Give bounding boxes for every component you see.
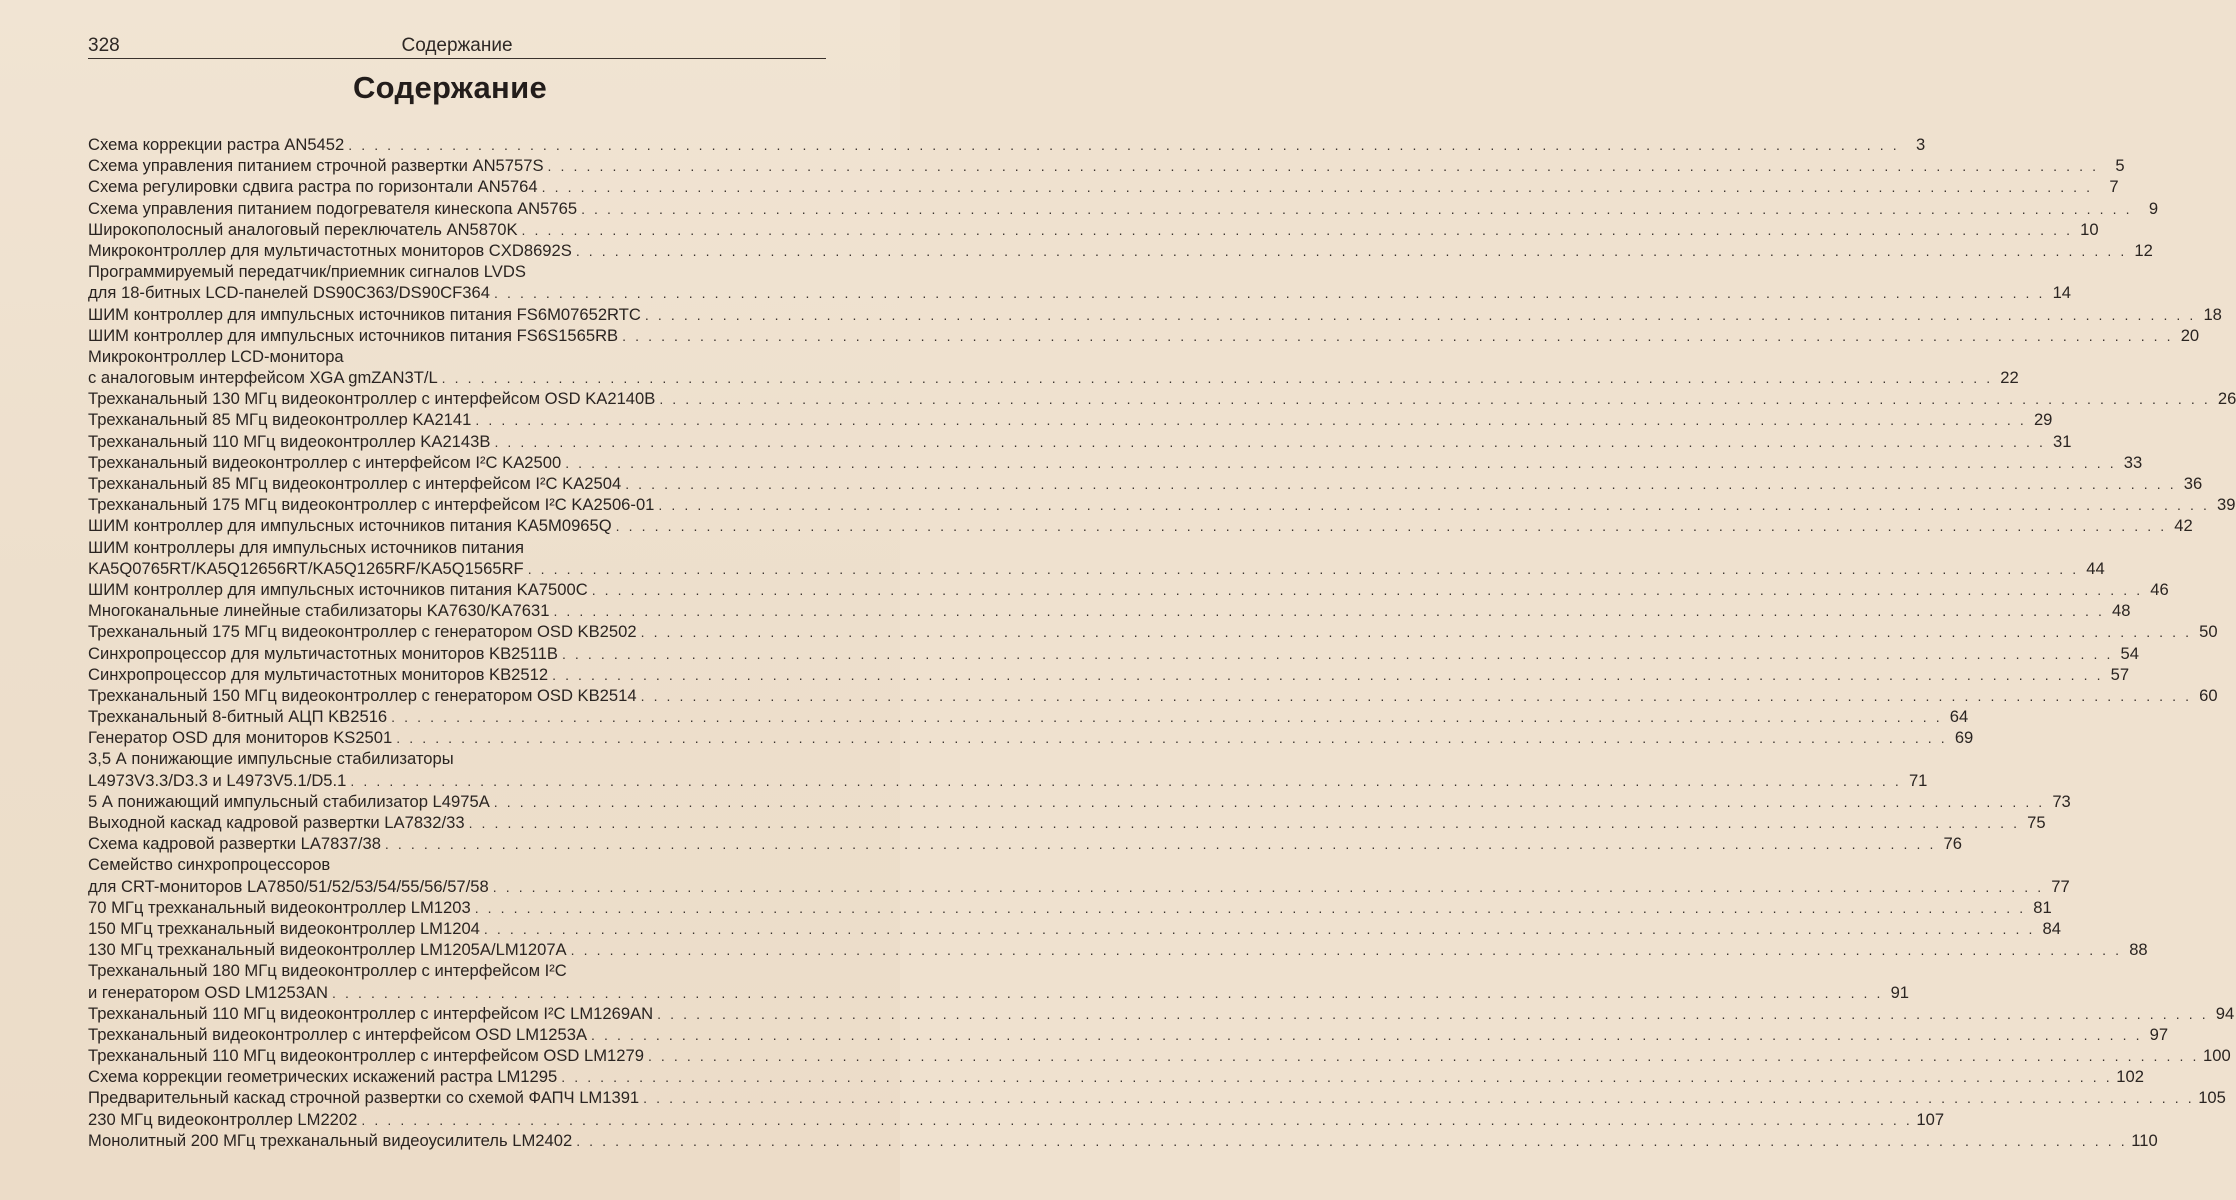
toc-entry-title: L4973V3.3/D3.3 и L4973V5.1/D5.1: [88, 770, 347, 790]
toc-entry-row: [88, 325, 2200, 346]
toc-entry-title: Предварительный каскад строчной развертки со схемой ФАПЧ LM1391: [88, 1088, 640, 1108]
toc-page-number: 44: [2086, 558, 2105, 578]
dot-leader: . . . . . . . . . . . . . . . . . . . . . . . . . . . . . . . . . . . . . . . . . . . . . . . . . . . . . . . . . . . . . . . . . . . . . . . . . . . . . . . . . . . . . . . . . . . . . . . . . . . . . . . . . . . . . . . . . . . . . . . .: [541, 179, 2093, 196]
toc-entry-title-line: [88, 854, 822, 875]
toc-page-number: 9: [2148, 198, 2159, 218]
toc-entry: [88, 685, 2218, 706]
table-of-contents: [88, 134, 2236, 1151]
toc-entry: [88, 388, 2236, 409]
toc-entry: [88, 176, 2119, 197]
toc-entry-title: ШИМ контроллер для импульсных источников питания FS6S1565RB: [88, 325, 619, 345]
toc-entry-title: Трехканальный 85 МГц видеоконтроллер KA2141: [88, 410, 472, 430]
dot-leader: . . . . . . . . . . . . . . . . . . . . . . . . . . . . . . . . . . . . . . . . . . . . . . . . . . . . . . . . . . . . . . . . . . . . . . . . . . . . . . . . . . . . . . . . . . . . . . . . . . . . . . . . . . . . . . . . . . . . . . . .: [622, 327, 2174, 344]
toc-page-number: 54: [2120, 643, 2139, 663]
dot-leader: . . . . . . . . . . . . . . . . . . . . . . . . . . . . . . . . . . . . . . . . . . . . . . . . . . . . . . . . . . . . . . . . . . . . . . . . . . . . . . . . . . . . . . . . . . . . . . . . . . . . . . . . . . . . . . . . . . . . . . . .: [483, 920, 2035, 937]
toc-entry-title: Семейство синхропроцессоров: [88, 855, 331, 875]
toc-entry-row: [88, 240, 2153, 261]
toc-entry-title: Схема управления питанием подогревателя кинескопа AN5765: [88, 198, 578, 218]
toc-entry: [88, 918, 2061, 939]
toc-page-number: 84: [2042, 918, 2061, 938]
toc-entry-row: [88, 1045, 2231, 1066]
toc-page-number: 36: [2183, 474, 2203, 493]
toc-entry-title: ШИМ контроллер для импульсных источников питания KA7500C: [88, 579, 588, 599]
toc-entry: [88, 452, 2143, 473]
toc-entry-title: Трехканальный 175 МГц видеоконтроллер с интерфейсом I²C KA2506-01: [88, 495, 655, 515]
dot-leader: . . . . . . . . . . . . . . . . . . . . . . . . . . . . . . . . . . . . . . . . . . . . . . . . . . . . . . . . . . . . . . . . . . . . . . . . . . . . . . . . . . . . . . . . . . . . . . . . . . . . . . . . . . . . . . . . . . . . . . . .: [552, 666, 2104, 683]
toc-page-number: 69: [1954, 728, 1974, 748]
toc-entry-title: ШИМ контроллеры для импульсных источников питания: [88, 537, 524, 557]
toc-page-number: 100: [2202, 1046, 2231, 1066]
toc-entry-title: Синхропроцессор для мультичастотных мониторов KB2512: [88, 664, 549, 684]
toc-entry-row: [88, 982, 1910, 1003]
dot-leader: . . . . . . . . . . . . . . . . . . . . . . . . . . . . . . . . . . . . . . . . . . . . . . . . . . . . . . . . . . . . . . . . . . . . . . . . . . . . . . . . . . . . . . . . . . . . . . . . . . . . . . . . . . . . . . . . . . . . . . . .: [658, 497, 2210, 514]
toc-entry-row: [88, 494, 2236, 515]
toc-page-number: 50: [2199, 622, 2218, 642]
toc-page-number: 75: [2027, 813, 2046, 832]
toc-page-number: 77: [2051, 876, 2070, 896]
toc-entry-row: [88, 833, 1962, 854]
toc-page-number: 18: [2203, 304, 2222, 324]
toc-page-number: 5: [2115, 156, 2125, 176]
toc-page-number: 97: [2149, 1024, 2169, 1044]
toc-entry-title: Широкополосный аналоговый переключатель AN5870K: [88, 219, 518, 239]
toc-entry-title: с аналоговым интерфейсом XGA gmZAN3T/L: [88, 368, 438, 388]
toc-entry-title: Выходной каскад кадровой развертки LA7832/33: [88, 813, 465, 832]
toc-entry-row: [88, 812, 2046, 833]
toc-entry-title: для CRT-мониторов LA7850/51/52/53/54/55/56/57/58: [88, 876, 489, 896]
dot-leader: . . . . . . . . . . . . . . . . . . . . . . . . . . . . . . . . . . . . . . . . . . . . . . . . . . . . . . . . . . . . . . . . . . . . . . . . . . . . . . . . . . . . . . . . . . . . . . . . . . . . . . . . . . . . . . . . . . . . . . . .: [391, 709, 1943, 726]
toc-entry-title: ШИМ контроллер для импульсных источников питания FS6M07652RTC: [88, 304, 641, 324]
dot-leader: . . . . . . . . . . . . . . . . . . . . . . . . . . . . . . . . . . . . . . . . . . . . . . . . . . . . . . . . . . . . . . . . . . . . . . . . . . . . . . . . . . . . . . . . . . . . . . . . . . . . . . . . . . . . . . . . . . . . . . . .: [527, 560, 2079, 577]
toc-entry: [88, 261, 2072, 303]
toc-page-number: 102: [2116, 1067, 2144, 1087]
toc-entry-title: Трехканальный 150 МГц видеоконтроллер с генератором OSD KB2514: [88, 685, 637, 705]
toc-entry: [88, 621, 2218, 642]
dot-leader: . . . . . . . . . . . . . . . . . . . . . . . . . . . . . . . . . . . . . . . . . . . . . . . . . . . . . . . . . . . . . . . . . . . . . . . . . . . . . . . . . . . . . . . . . . . . . . . . . . . . . . . . . . . . . . . . . . . . . . . .: [332, 984, 1884, 1001]
toc-entry-title: Трехканальный видеоконтроллер с интерфейсом I²C KA2500: [88, 452, 562, 472]
toc-entry: [88, 833, 1962, 854]
toc-entry-title: Трехканальный видеоконтроллер с интерфейсом OSD LM1253A: [88, 1024, 588, 1044]
dot-leader: . . . . . . . . . . . . . . . . . . . . . . . . . . . . . . . . . . . . . . . . . . . . . . . . . . . . . . . . . . . . . . . . . . . . . . . . . . . . . . . . . . . . . . . . . . . . . . . . . . . . . . . . . . . . . . . . . . . . . . . .: [659, 391, 2211, 408]
toc-page-number: 39: [2216, 495, 2236, 515]
toc-page-number: 107: [1916, 1109, 1945, 1129]
toc-entry: [88, 431, 2072, 452]
toc-entry-title: Схема регулировки сдвига растра по горизонтали AN5764: [88, 177, 538, 197]
dot-leader: . . . . . . . . . . . . . . . . . . . . . . . . . . . . . . . . . . . . . . . . . . . . . . . . . . . . . . . . . . . . . . . . . . . . . . . . . . . . . . . . . . . . . . . . . . . . . . . . . . . . . . . . . . . . . . . . . . . . . . . .: [521, 221, 2073, 238]
toc-entry-row: [88, 1066, 2144, 1087]
toc-entry-title-line: [88, 261, 822, 282]
toc-page-number: 76: [1943, 834, 1962, 854]
dot-leader: . . . . . . . . . . . . . . . . . . . . . . . . . . . . . . . . . . . . . . . . . . . . . . . . . . . . . . . . . . . . . . . . . . . . . . . . . . . . . . . . . . . . . . . . . . . . . . . . . . . . . . . . . . . . . . . . . . . . . . . .: [640, 624, 2192, 641]
toc-page-number: 26: [2217, 389, 2236, 409]
toc-page-number: 94: [2215, 1003, 2235, 1023]
toc-entry-row: [88, 918, 2061, 939]
dot-leader: . . . . . . . . . . . . . . . . . . . . . . . . . . . . . . . . . . . . . . . . . . . . . . . . . . . . . . . . . . . . . . . . . . . . . . . . . . . . . . . . . . . . . . . . . . . . . . . . . . . . . . . . . . . . . . . . . . . . . . . .: [350, 772, 1902, 789]
toc-entry-row: [88, 664, 2130, 685]
dot-leader: . . . . . . . . . . . . . . . . . . . . . . . . . . . . . . . . . . . . . . . . . . . . . . . . . . . . . . . . . . . . . . . . . . . . . . . . . . . . . . . . . . . . . . . . . . . . . . . . . . . . . . . . . . . . . . . . . . . . . . . .: [565, 454, 2117, 471]
page-title: Содержание: [353, 70, 547, 105]
dot-leader: . . . . . . . . . . . . . . . . . . . . . . . . . . . . . . . . . . . . . . . . . . . . . . . . . . . . . . . . . . . . . . . . . . . . . . . . . . . . . . . . . . . . . . . . . . . . . . . . . . . . . . . . . . . . . . . . . . . . . . . .: [396, 730, 1948, 747]
toc-entry-row: [88, 452, 2143, 473]
toc-entry-row: [88, 1130, 2158, 1151]
toc-entry-title: Трехканальный 180 МГц видеоконтроллер с интерфейсом I²C: [88, 961, 567, 981]
toc-page-number: 60: [2199, 685, 2218, 705]
dot-leader: . . . . . . . . . . . . . . . . . . . . . . . . . . . . . . . . . . . . . . . . . . . . . . . . . . . . . . . . . . . . . . . . . . . . . . . . . . . . . . . . . . . . . . . . . . . . . . . . . . . . . . . . . . . . . . . . . . . . . . . .: [591, 1026, 2143, 1043]
toc-entry: [88, 1130, 2158, 1151]
dot-leader: . . . . . . . . . . . . . . . . . . . . . . . . . . . . . . . . . . . . . . . . . . . . . . . . . . . . . . . . . . . . . . . . . . . . . . . . . . . . . . . . . . . . . . . . . . . . . . . . . . . . . . . . . . . . . . . . . . . . . . . .: [644, 306, 2196, 323]
toc-entry: [88, 1003, 2235, 1024]
dot-leader: . . . . . . . . . . . . . . . . . . . . . . . . . . . . . . . . . . . . . . . . . . . . . . . . . . . . . . . . . . . . . . . . . . . . . . . . . . . . . . . . . . . . . . . . . . . . . . . . . . . . . . . . . . . . . . . . . . . . . . . .: [493, 793, 2045, 810]
toc-entry-row: [88, 198, 2159, 219]
dot-leader: . . . . . . . . . . . . . . . . . . . . . . . . . . . . . . . . . . . . . . . . . . . . . . . . . . . . . . . . . . . . . . . . . . . . . . . . . . . . . . . . . . . . . . . . . . . . . . . . . . . . . . . . . . . . . . . . . . . . . . . .: [581, 200, 2133, 217]
toc-entry-title-line: [88, 748, 822, 769]
toc-entry-title: Микроконтроллер для мультичастотных мониторов CXD8692S: [88, 240, 572, 260]
toc-entry: [88, 409, 2053, 430]
toc-entry: [88, 727, 1974, 748]
toc-entry-title: ШИМ контроллер для импульсных источников питания KA5M0965Q: [88, 516, 612, 536]
toc-entry-title: для 18-битных LCD-панелей DS90C363/DS90CF364: [88, 283, 490, 303]
running-header: [88, 34, 826, 59]
toc-entry-title: Синхропроцессор для мультичастотных мониторов KB2511B: [88, 643, 558, 663]
toc-page-number: 33: [2123, 452, 2143, 472]
toc-entry-title: Схема кадровой развертки LA7837/38: [88, 834, 381, 854]
toc-page-number: 48: [2112, 601, 2131, 621]
toc-entry: [88, 706, 1969, 727]
dot-leader: . . . . . . . . . . . . . . . . . . . . . . . . . . . . . . . . . . . . . . . . . . . . . . . . . . . . . . . . . . . . . . . . . . . . . . . . . . . . . . . . . . . . . . . . . . . . . . . . . . . . . . . . . . . . . . . . . . . . . . . .: [553, 603, 2105, 620]
toc-entry-title: Трехканальный 85 МГц видеоконтроллер с интерфейсом I²C KA2504: [88, 474, 622, 493]
toc-entry-title: 70 МГц трехканальный видеоконтроллер LM1203: [88, 897, 471, 917]
toc-entry-title: 150 МГц трехканальный видеоконтроллер LM1204: [88, 918, 480, 938]
toc-entry: [88, 198, 2159, 219]
toc-entry: [88, 240, 2153, 261]
toc-page-number: 110: [2131, 1130, 2158, 1150]
toc-page-number: 20: [2180, 325, 2200, 345]
toc-entry-title-line: [88, 960, 822, 981]
toc-entry: [88, 812, 2046, 833]
toc-entry-title: 230 МГц видеоконтроллер LM2202: [88, 1109, 358, 1129]
toc-entry-row: [88, 515, 2193, 536]
toc-page-number: 46: [2150, 579, 2169, 599]
dot-leader: . . . . . . . . . . . . . . . . . . . . . . . . . . . . . . . . . . . . . . . . . . . . . . . . . . . . . . . . . . . . . . . . . . . . . . . . . . . . . . . . . . . . . . . . . . . . . . . . . . . . . . . . . . . . . . . . . . . . . . . .: [494, 285, 2046, 302]
toc-entry-title: Схема коррекции растра AN5452: [88, 135, 345, 154]
toc-page-number: 81: [2033, 897, 2052, 917]
toc-entry-row: [88, 473, 2203, 494]
dot-leader: . . . . . . . . . . . . . . . . . . . . . . . . . . . . . . . . . . . . . . . . . . . . . . . . . . . . . . . . . . . . . . . . . . . . . . . . . . . . . . . . . . . . . . . . . . . . . . . . . . . . . . . . . . . . . . . . . . . . . . . .: [348, 137, 1900, 153]
toc-page-number: 31: [2053, 431, 2072, 451]
toc-entry: [88, 473, 2203, 494]
toc-entry: [88, 939, 2148, 960]
toc-entry-title: Многоканальные линейные стабилизаторы KA7630/KA7631: [88, 601, 550, 621]
toc-entry-row: [88, 155, 2125, 176]
dot-leader: . . . . . . . . . . . . . . . . . . . . . . . . . . . . . . . . . . . . . . . . . . . . . . . . . . . . . . . . . . . . . . . . . . . . . . . . . . . . . . . . . . . . . . . . . . . . . . . . . . . . . . . . . . . . . . . . . . . . . . . .: [492, 878, 2044, 895]
toc-entry-row: [88, 1109, 1945, 1130]
toc-entry-row: [88, 1087, 2226, 1108]
toc-entry-row: [88, 621, 2218, 642]
toc-entry: [88, 1109, 1945, 1130]
toc-entry-row: [88, 706, 1969, 727]
toc-page-number: 14: [2052, 283, 2072, 303]
toc-entry-title: Схема коррекции геометрических искажений растра LM1295: [88, 1067, 558, 1087]
dot-leader: . . . . . . . . . . . . . . . . . . . . . . . . . . . . . . . . . . . . . . . . . . . . . . . . . . . . . . . . . . . . . . . . . . . . . . . . . . . . . . . . . . . . . . . . . . . . . . . . . . . . . . . . . . . . . . . . . . . . . . . .: [647, 1048, 2199, 1065]
toc-entry-row: [88, 431, 2072, 452]
dot-leader: . . . . . . . . . . . . . . . . . . . . . . . . . . . . . . . . . . . . . . . . . . . . . . . . . . . . . . . . . . . . . . . . . . . . . . . . . . . . . . . . . . . . . . . . . . . . . . . . . . . . . . . . . . . . . . . . . . . . . . . .: [384, 836, 1936, 853]
dot-leader: . . . . . . . . . . . . . . . . . . . . . . . . . . . . . . . . . . . . . . . . . . . . . . . . . . . . . . . . . . . . . . . . . . . . . . . . . . . . . . . . . . . . . . . . . . . . . . . . . . . . . . . . . . . . . . . . . . . . . . . .: [468, 815, 2020, 831]
toc-entry-title: Микроконтроллер LCD-монитора: [88, 346, 344, 366]
toc-entry-row: [88, 409, 2053, 430]
toc-entry-title: Трехканальный 110 МГц видеоконтроллер KA2143B: [88, 431, 491, 451]
toc-page-number: 3: [1916, 135, 1926, 154]
dot-leader: . . . . . . . . . . . . . . . . . . . . . . . . . . . . . . . . . . . . . . . . . . . . . . . . . . . . . . . . . . . . . . . . . . . . . . . . . . . . . . . . . . . . . . . . . . . . . . . . . . . . . . . . . . . . . . . . . . . . . . . .: [361, 1111, 1913, 1128]
toc-entry-title: Программируемый передатчик/приемник сигналов LVDS: [88, 262, 526, 282]
toc-entry: [88, 600, 2131, 621]
running-title: Содержание: [401, 35, 513, 56]
toc-entry: [88, 134, 1926, 155]
toc-entry-row: [88, 600, 2131, 621]
toc-entry: [88, 1087, 2226, 1108]
dot-leader: . . . . . . . . . . . . . . . . . . . . . . . . . . . . . . . . . . . . . . . . . . . . . . . . . . . . . . . . . . . . . . . . . . . . . . . . . . . . . . . . . . . . . . . . . . . . . . . . . . . . . . . . . . . . . . . . . . . . . . . .: [547, 158, 2099, 175]
toc-entry: [88, 155, 2125, 176]
toc-entry: [88, 854, 2070, 896]
toc-entry-row: [88, 643, 2139, 664]
toc-entry-row: [88, 770, 1928, 791]
dot-leader: . . . . . . . . . . . . . . . . . . . . . . . . . . . . . . . . . . . . . . . . . . . . . . . . . . . . . . . . . . . . . . . . . . . . . . . . . . . . . . . . . . . . . . . . . . . . . . . . . . . . . . . . . . . . . . . . . . . . . . . .: [625, 476, 2177, 492]
toc-entry: [88, 219, 2099, 240]
toc-entry-row: [88, 1024, 2169, 1045]
toc-entry-row: [88, 219, 2099, 240]
toc-entry-row: [88, 897, 2052, 918]
dot-leader: . . . . . . . . . . . . . . . . . . . . . . . . . . . . . . . . . . . . . . . . . . . . . . . . . . . . . . . . . . . . . . . . . . . . . . . . . . . . . . . . . . . . . . . . . . . . . . . . . . . . . . . . . . . . . . . . . . . . . . . .: [615, 518, 2167, 535]
dot-leader: . . . . . . . . . . . . . . . . . . . . . . . . . . . . . . . . . . . . . . . . . . . . . . . . . . . . . . . . . . . . . . . . . . . . . . . . . . . . . . . . . . . . . . . . . . . . . . . . . . . . . . . . . . . . . . . . . . . . . . . .: [474, 899, 2026, 916]
toc-entry-row: [88, 939, 2148, 960]
toc-entry-title: Трехканальный 8-битный АЦП KB2516: [88, 707, 388, 727]
toc-entry: [88, 664, 2130, 685]
toc-entry: [88, 748, 1928, 790]
dot-leader: . . . . . . . . . . . . . . . . . . . . . . . . . . . . . . . . . . . . . . . . . . . . . . . . . . . . . . . . . . . . . . . . . . . . . . . . . . . . . . . . . . . . . . . . . . . . . . . . . . . . . . . . . . . . . . . . . . . . . . . .: [494, 433, 2046, 450]
toc-entry: [88, 897, 2052, 918]
toc-entry-title: 130 МГц трехканальный видеоконтроллер LM1205A/LM1207A: [88, 940, 567, 960]
toc-page-number: 73: [2052, 791, 2071, 811]
toc-page-number: 88: [2129, 940, 2148, 960]
dot-leader: . . . . . . . . . . . . . . . . . . . . . . . . . . . . . . . . . . . . . . . . . . . . . . . . . . . . . . . . . . . . . . . . . . . . . . . . . . . . . . . . . . . . . . . . . . . . . . . . . . . . . . . . . . . . . . . . . . . . . . . .: [441, 370, 1993, 387]
toc-entry-title: 5 А понижающий импульсный стабилизатор L4975A: [88, 791, 490, 811]
toc-entry-title-line: [88, 346, 822, 367]
toc-entry-row: [88, 685, 2218, 706]
dot-leader: . . . . . . . . . . . . . . . . . . . . . . . . . . . . . . . . . . . . . . . . . . . . . . . . . . . . . . . . . . . . . . . . . . . . . . . . . . . . . . . . . . . . . . . . . . . . . . . . . . . . . . . . . . . . . . . . . . . . . . . .: [657, 1005, 2209, 1022]
toc-entry-title: 3,5 А понижающие импульсные стабилизаторы: [88, 749, 454, 769]
toc-entry-row: [88, 1003, 2235, 1024]
dot-leader: . . . . . . . . . . . . . . . . . . . . . . . . . . . . . . . . . . . . . . . . . . . . . . . . . . . . . . . . . . . . . . . . . . . . . . . . . . . . . . . . . . . . . . . . . . . . . . . . . . . . . . . . . . . . . . . . . . . . . . . .: [570, 942, 2122, 959]
toc-entry: [88, 515, 2193, 536]
dot-leader: . . . . . . . . . . . . . . . . . . . . . . . . . . . . . . . . . . . . . . . . . . . . . . . . . . . . . . . . . . . . . . . . . . . . . . . . . . . . . . . . . . . . . . . . . . . . . . . . . . . . . . . . . . . . . . . . . . . . . . . .: [640, 687, 2192, 704]
toc-page-number: 42: [2174, 516, 2193, 536]
toc-entry-title-line: [88, 537, 822, 558]
dot-leader: . . . . . . . . . . . . . . . . . . . . . . . . . . . . . . . . . . . . . . . . . . . . . . . . . . . . . . . . . . . . . . . . . . . . . . . . . . . . . . . . . . . . . . . . . . . . . . . . . . . . . . . . . . . . . . . . . . . . . . . .: [575, 242, 2127, 259]
toc-entry-row: [88, 304, 2222, 325]
toc-page-number: 64: [1949, 707, 1969, 727]
dot-leader: . . . . . . . . . . . . . . . . . . . . . . . . . . . . . . . . . . . . . . . . . . . . . . . . . . . . . . . . . . . . . . . . . . . . . . . . . . . . . . . . . . . . . . . . . . . . . . . . . . . . . . . . . . . . . . . . . . . . . . . .: [561, 1069, 2113, 1086]
toc-page-number: 91: [1890, 982, 1910, 1002]
toc-entry: [88, 304, 2222, 325]
toc-entry-row: [88, 876, 2070, 897]
toc-entry: [88, 537, 2105, 579]
toc-entry: [88, 960, 1910, 1002]
toc-entry-row: [88, 558, 2105, 579]
toc-page-number: 22: [2000, 368, 2019, 388]
toc-page-number: 57: [2110, 664, 2130, 684]
toc-page-number: 71: [1908, 770, 1928, 790]
toc-page-number: 29: [2033, 410, 2053, 430]
toc-entry: [88, 579, 2169, 600]
toc-entry: [88, 325, 2200, 346]
toc-entry: [88, 346, 2019, 388]
toc-entry-title: Схема управления питанием строчной развертки AN5757S: [88, 156, 544, 176]
dot-leader: . . . . . . . . . . . . . . . . . . . . . . . . . . . . . . . . . . . . . . . . . . . . . . . . . . . . . . . . . . . . . . . . . . . . . . . . . . . . . . . . . . . . . . . . . . . . . . . . . . . . . . . . . . . . . . . . . . . . . . . .: [576, 1132, 2128, 1149]
toc-entry: [88, 1066, 2144, 1087]
toc-entry-row: [88, 367, 2019, 388]
toc-entry-row: [88, 727, 1974, 748]
toc-entry: [88, 1024, 2169, 1045]
toc-entry: [88, 791, 2071, 812]
toc-entry-row: [88, 791, 2071, 812]
toc-entry-row: [88, 579, 2169, 600]
toc-page-number: 10: [2080, 219, 2099, 239]
toc-page-number: 105: [2198, 1088, 2226, 1108]
page-number: 328: [88, 35, 120, 56]
toc-page-number: 12: [2134, 240, 2153, 260]
toc-entry-title: Трехканальный 110 МГц видеоконтроллер с интерфейсом I²C LM1269AN: [88, 1003, 654, 1023]
toc-entry-title: Трехканальный 130 МГц видеоконтроллер с интерфейсом OSD KA2140B: [88, 389, 656, 409]
toc-entry-title: и генератором OSD LM1253AN: [88, 982, 328, 1002]
toc-entry-title: Генератор OSD для мониторов KS2501: [88, 728, 393, 748]
toc-entry: [88, 1045, 2231, 1066]
toc-entry-title: Трехканальный 175 МГц видеоконтроллер с генератором OSD KB2502: [88, 622, 637, 642]
dot-leader: . . . . . . . . . . . . . . . . . . . . . . . . . . . . . . . . . . . . . . . . . . . . . . . . . . . . . . . . . . . . . . . . . . . . . . . . . . . . . . . . . . . . . . . . . . . . . . . . . . . . . . . . . . . . . . . . . . . . . . . .: [475, 412, 2027, 429]
toc-entry: [88, 494, 2236, 515]
toc-entry-row: [88, 282, 2072, 303]
toc-entry-title: KA5Q0765RT/KA5Q12656RT/KA5Q1265RF/KA5Q1565RF: [88, 558, 524, 578]
dot-leader: . . . . . . . . . . . . . . . . . . . . . . . . . . . . . . . . . . . . . . . . . . . . . . . . . . . . . . . . . . . . . . . . . . . . . . . . . . . . . . . . . . . . . . . . . . . . . . . . . . . . . . . . . . . . . . . . . . . . . . . .: [561, 645, 2113, 662]
toc-entry-row: [88, 134, 1926, 155]
toc-entry-title: Монолитный 200 МГц трехканальный видеоусилитель LM2402: [88, 1130, 573, 1150]
dot-leader: . . . . . . . . . . . . . . . . . . . . . . . . . . . . . . . . . . . . . . . . . . . . . . . . . . . . . . . . . . . . . . . . . . . . . . . . . . . . . . . . . . . . . . . . . . . . . . . . . . . . . . . . . . . . . . . . . . . . . . . .: [643, 1090, 2195, 1107]
dot-leader: . . . . . . . . . . . . . . . . . . . . . . . . . . . . . . . . . . . . . . . . . . . . . . . . . . . . . . . . . . . . . . . . . . . . . . . . . . . . . . . . . . . . . . . . . . . . . . . . . . . . . . . . . . . . . . . . . . . . . . . .: [591, 581, 2143, 598]
toc-entry-row: [88, 388, 2236, 409]
toc-entry: [88, 643, 2139, 664]
toc-entry-row: [88, 176, 2119, 197]
toc-page-number: 7: [2109, 177, 2119, 197]
toc-entry-title: Трехканальный 110 МГц видеоконтроллер с интерфейсом OSD LM1279: [88, 1046, 644, 1066]
